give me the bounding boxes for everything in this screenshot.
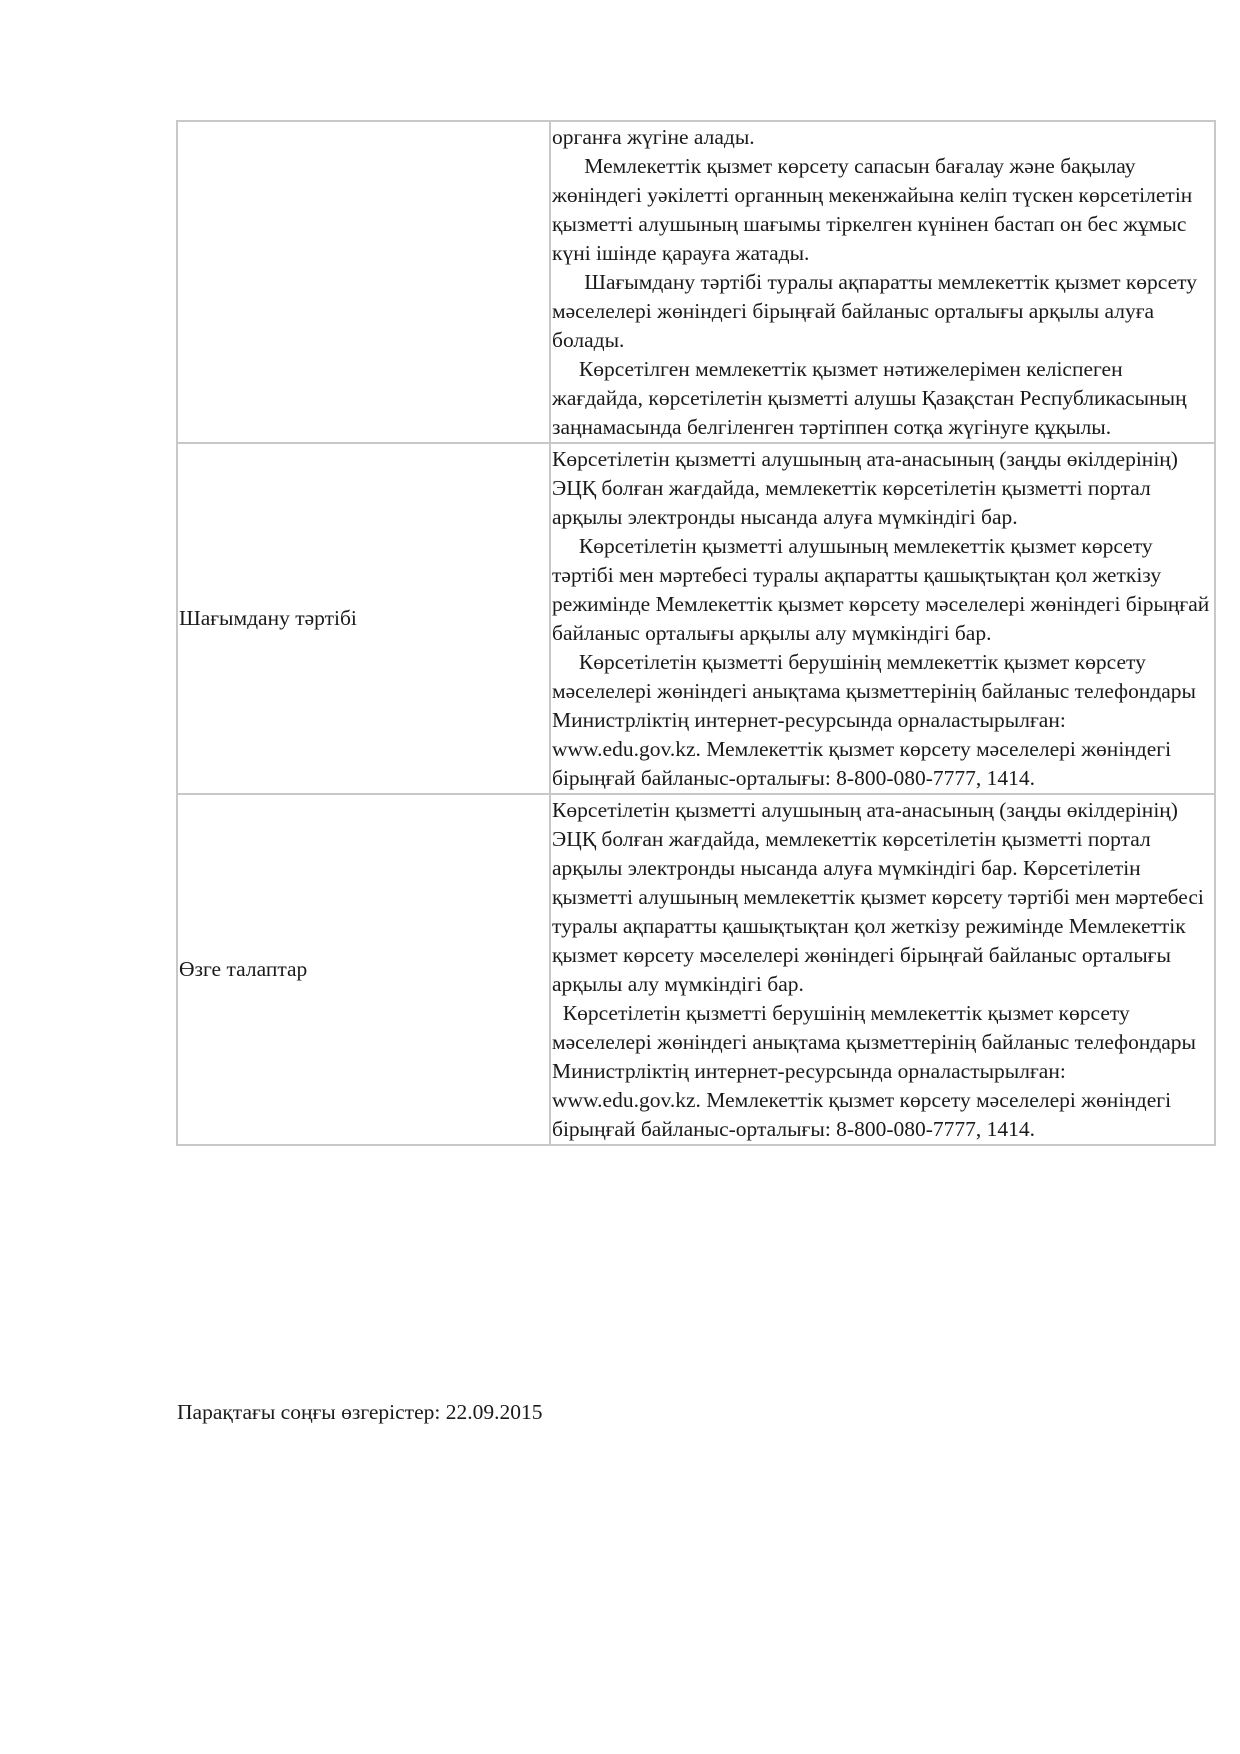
content-paragraph: Көрсетілетін қызметті берушінің мемлекеттік қызмет көрсету мәселелері жөніндегі анықтама қызметтерінің байланыс телефондары Министрліктің интернет-ресурсында орналастырылған: www.edu.gov.kz. Мемлекеттік қызмет көрсету мәселелері жөніндегі бірыңғай байланыс-орталығы: 8-800-080-7777, 1414. (552, 650, 1202, 790)
table-row (177, 794, 1215, 1145)
content-paragraph: Көрсетілетін қызметті алушының ата-анасының (заңды өкілдерінің) ЭЦҚ болған жағдайда, мемлекеттік көрсетілетін қызметті портал арқылы электронды нысанда алуға мүмкіндігі бар. (552, 447, 1184, 529)
last-modified-note: Парақтағы соңғы өзгерістер: 22.09.2015 (177, 1400, 543, 1424)
row-label: Өзге талаптар (177, 794, 550, 1145)
table-row (177, 121, 1215, 443)
content-paragraph: Көрсетілетін қызметті берушінің мемлекеттік қызмет көрсету мәселелері жөніндегі анықтама қызметтерінің байланыс телефондары Министрліктің интернет-ресурсында орналастырылған: www.edu.gov.kz. Мемлекеттік қызмет көрсету мәселелері жөніндегі бірыңғай байланыс-орталығы: 8-800-080-7777, 1414. (552, 1001, 1202, 1141)
services-table (176, 120, 1216, 1146)
row-content (550, 121, 1215, 443)
content-paragraph: Көрсетілген мемлекеттік қызмет нәтижелерімен келіспеген жағдайда, көрсетілетін қызметті алушы Қазақстан Республикасының заңнамасында белгіленген тәртіппен сотқа жүгінуге құқылы. (552, 357, 1192, 439)
content-paragraph: Көрсетілетін қызметті алушының мемлекеттік қызмет көрсету тәртібі мен мәртебесі туралы ақпаратты қашықтықтан қол жеткізу режимінде Мемлекеттік қызмет көрсету мәселелері жөніндегі бірыңғай байланыс орталығы арқылы алу мүмкіндігі бар. (552, 534, 1215, 645)
content-paragraph: Көрсетілетін қызметті алушының ата-анасының (заңды өкілдерінің) ЭЦҚ болған жағдайда, мемлекеттік көрсетілетін қызметті портал арқылы электронды нысанда алуға мүмкіндігі бар. Көрсетілетін қызметті алушының мемлекеттік қызмет көрсету тәртібі мен мәртебесі туралы ақпаратты қашықтықтан қол жеткізу режимінде Мемлекеттік қызмет көрсету мәселелері жөніндегі бірыңғай байланыс орталығы арқылы алу мүмкіндігі бар. (552, 798, 1210, 996)
row-label (177, 121, 550, 443)
table-row (177, 443, 1215, 794)
row-content (550, 794, 1215, 1145)
content-paragraph: Шағымдану тәртібі туралы ақпаратты мемлекеттік қызмет көрсету мәселелері жөніндегі бірыңғай байланыс орталығы арқылы алуға болады. (552, 270, 1203, 352)
content-paragraph: Мемлекеттік қызмет көрсету сапасын бағалау және бақылау жөніндегі уәкілетті органның мекенжайына келіп түскен көрсетілетін қызметті алушының шағымы тіркелген күнінен бастап он бес жұмыс күні ішінде қарауға жатады. (552, 154, 1198, 265)
row-label: Шағымдану тәртібі (177, 443, 550, 794)
content-paragraph: органға жүгіне алады. (552, 125, 755, 149)
row-content (550, 443, 1215, 794)
